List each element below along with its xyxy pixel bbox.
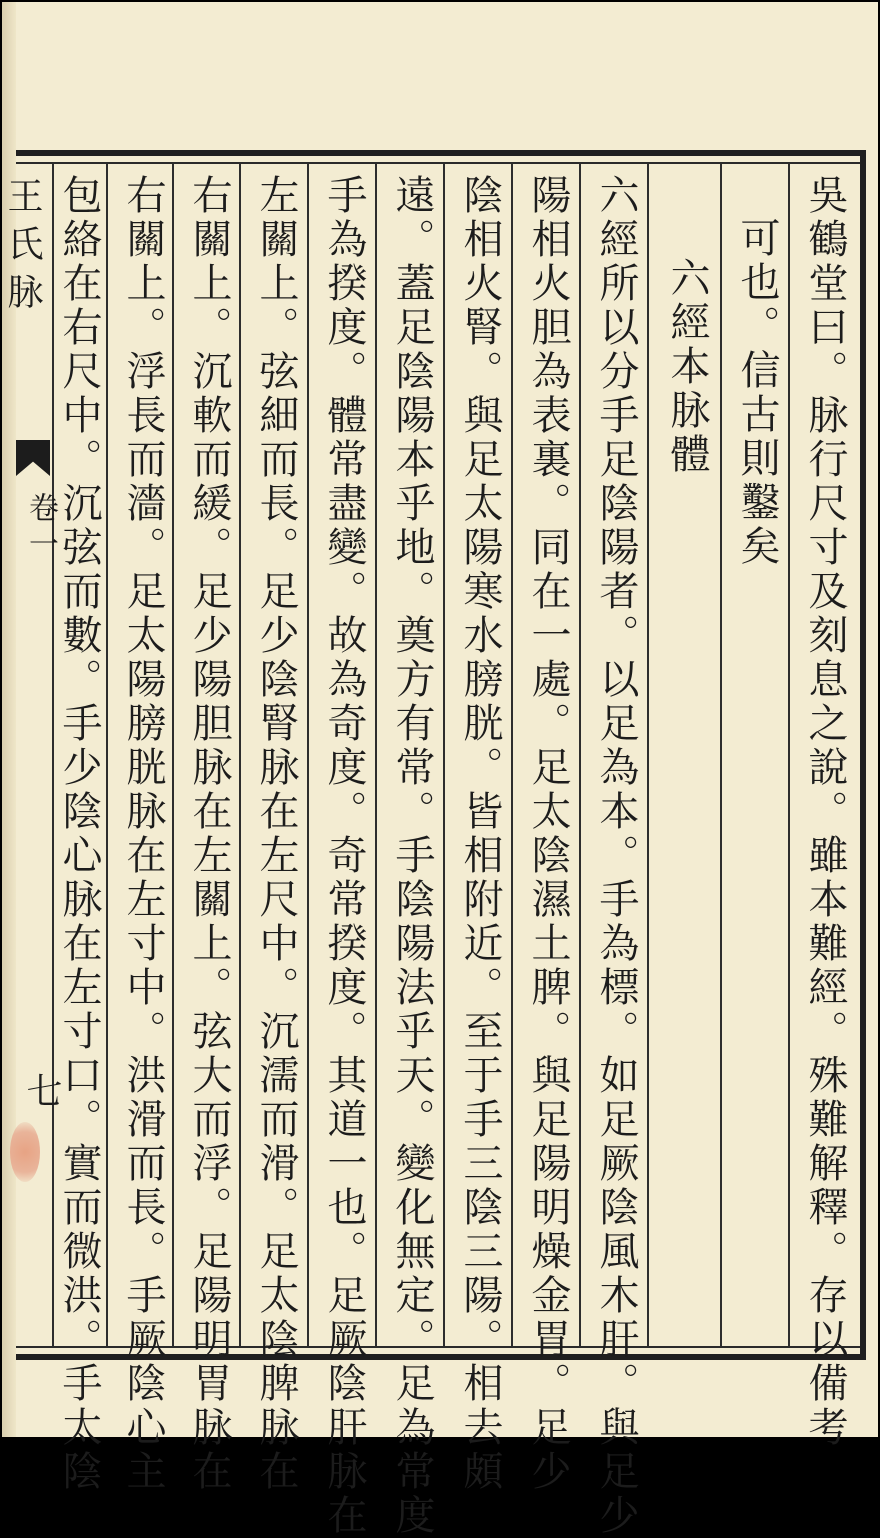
banxin-volume: 卷一 <box>23 492 58 564</box>
column-rule <box>172 164 174 1346</box>
text-column-1: 吳鶴堂曰。脉行尺寸及刻息之說。雖本難經。殊難解釋。存以備考 <box>802 174 848 1450</box>
column-rule <box>720 164 722 1346</box>
text-column-5: 陽相火胆為表裏。同在一處。足太陰濕土脾。與足陽明燥金胃。足少 <box>525 174 571 1494</box>
text-column-12: 包絡在右尺中。沉弦而數。手少陰心脉在左寸口。實而微洪。手太陰 <box>56 174 102 1494</box>
frame-top-line <box>16 162 860 164</box>
text-column-2: 可也。信古則鑿矣 <box>734 217 780 569</box>
text-column-6: 陰相火腎。與足太陽寒水膀胱。皆相附近。至于手三陰三陽。相去頗 <box>457 174 503 1494</box>
column-rule <box>788 164 790 1346</box>
text-column-11: 右關上。浮長而濇。足太陽膀胱脉在左寸中。洪滑而長。手厥陰心主 <box>120 174 166 1494</box>
text-column-10: 右關上。沉軟而緩。足少陽胆脉在左關上。弦大而浮。足陽明胃脉在 <box>186 174 232 1494</box>
column-rule <box>443 164 445 1346</box>
banxin-page-number: 七 <box>21 1072 62 1108</box>
seal-stamp <box>10 1122 40 1182</box>
banxin-title: 王氏脉 <box>2 177 43 321</box>
column-rule <box>647 164 649 1346</box>
book-page <box>2 2 878 1538</box>
column-rule <box>579 164 581 1346</box>
column-rule <box>239 164 241 1346</box>
column-rule <box>106 164 108 1346</box>
column-rule <box>375 164 377 1346</box>
column-rule <box>511 164 513 1346</box>
text-column-9: 左關上。弦細而長。足少陰腎脉在左尺中。沉濡而滑。足太陰脾脉在 <box>253 174 299 1494</box>
text-column-8: 手為揆度。體常盡變。故為奇度。奇常揆度。其道一也。足厥陰肝脉在 <box>321 174 367 1538</box>
text-column-4: 六經所以分手足陰陽者。以足為本。手為標。如足厥陰風木肝。與足少 <box>593 174 639 1538</box>
section-heading: 六經本脉體 <box>664 257 710 477</box>
text-column-7: 遠。蓋足陰陽本乎地。奠方有常。手陰陽法乎天。變化無定。足為常度 <box>389 174 435 1538</box>
column-rule <box>307 164 309 1346</box>
